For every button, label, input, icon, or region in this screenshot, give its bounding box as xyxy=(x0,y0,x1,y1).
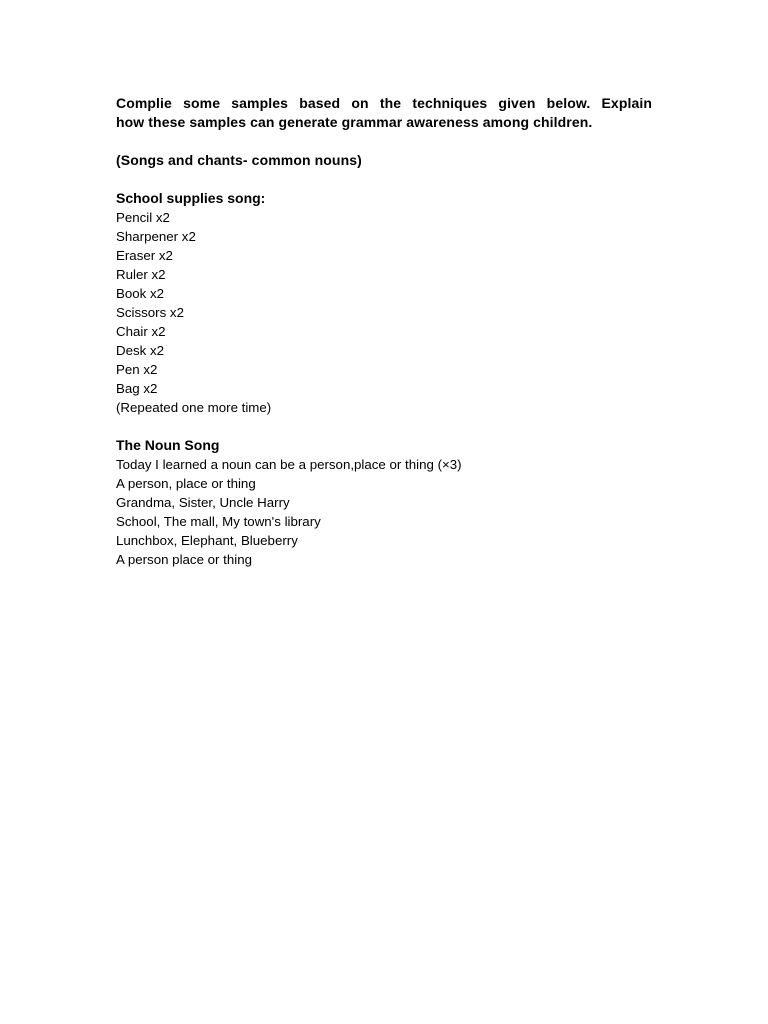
song-line: Today I learned a noun can be a person,place or thing (×3) xyxy=(116,457,462,472)
song-line: Lunchbox, Elephant, Blueberry xyxy=(116,533,298,548)
song-line: Bag x2 xyxy=(116,381,158,396)
song-line: School, The mall, My town's library xyxy=(116,514,321,529)
song-line: Grandma, Sister, Uncle Harry xyxy=(116,495,290,510)
song-line: Pencil x2 xyxy=(116,210,170,225)
assignment-prompt xyxy=(116,94,652,132)
song-line: Sharpener x2 xyxy=(116,229,196,244)
prompt-line-1: Complie some samples based on the techniques given below. Explain xyxy=(116,95,652,111)
song-line: (Repeated one more time) xyxy=(116,400,272,415)
school-song-title: School supplies song: xyxy=(116,190,266,206)
noun-song xyxy=(116,436,652,569)
technique-subtitle: (Songs and chants- common nouns) xyxy=(116,152,362,168)
song-line: Desk x2 xyxy=(116,343,165,358)
song-line: Ruler x2 xyxy=(116,267,166,282)
song-line: Eraser x2 xyxy=(116,248,173,263)
noun-song-lines xyxy=(116,455,652,569)
school-song-lines xyxy=(116,208,652,417)
noun-song-title: The Noun Song xyxy=(116,437,220,453)
song-line: Scissors x2 xyxy=(116,305,184,320)
song-line: Book x2 xyxy=(116,286,165,301)
song-line: Chair x2 xyxy=(116,324,166,339)
school-supplies-song xyxy=(116,189,652,417)
song-line: A person place or thing xyxy=(116,552,253,567)
prompt-line-2: how these samples can generate grammar awareness among children. xyxy=(116,114,593,130)
song-line: Pen x2 xyxy=(116,362,158,377)
document-page xyxy=(116,94,652,569)
song-line: A person, place or thing xyxy=(116,476,256,491)
